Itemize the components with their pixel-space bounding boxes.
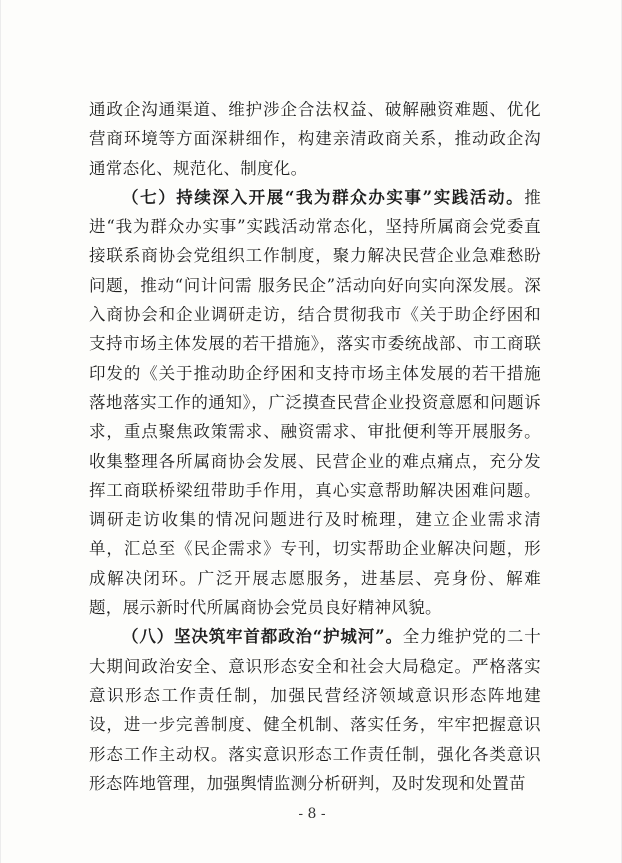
- paragraph-1-text: 通政企沟通渠道、维护涉企合法权益、破解融资难题、优化营商环境等方面深耕细作，构建亲清政商关系，推动政企沟通常态化、规范化、制度化。: [89, 100, 541, 178]
- section-7-text: 推进“我为群众办实事”实践活动常态化，坚持所属商会党委直接联系商协会党组织工作制度，聚力解决民营企业急难愁盼问题，推动“问计问需 服务民企”活动向好向实向深发展。深入商协会和企业调研走访，结合贯彻我市《关于助企纾困和支持市场主体发展的若干措施》，落实市委统战部、市工商联印发的《关于推动助企纾困和支持市场主体发展的若干措施落地落实工作的通知》，广泛摸查民营企业投资意愿和问题诉求，重点聚焦政策需求、融资需求、审批便利等开展服务。收集整理各所属商协会发展、民营企业的难点痛点，充分发挥工商联桥梁纽带助手作用，真心实意帮助解决困难问题。调研走访收集的情况问题进行及时梳理，建立企业需求清单，汇总至《民企需求》专刊，切实帮助企业解决问题，形成解决闭环。广泛开展志愿服务，进基层、亮身份、解难题，展示新时代所属商协会党员良好精神风貌。: [89, 187, 541, 618]
- section-8-text: 全力维护党的二十大期间政治安全、意识形态安全和社会大局稳定。严格落实意识形态工作责任制，加强民营经济领域意识形态阵地建设，进一步完善制度、健全机制、落实任务，牢牢把握意识形态工作主动权。落实意识形态工作责任制，强化各类意识形态阵地管理，加强舆情监测分析研判，及时发现和处置苗: [89, 627, 541, 793]
- paragraph-1: [89, 95, 541, 183]
- paragraph-3: [89, 622, 541, 798]
- section-7-heading: （七）持续深入开展“我为群众办实事”实践活动。: [122, 187, 525, 207]
- document-body: [89, 95, 541, 798]
- paragraph-2: [89, 183, 541, 622]
- page-number: - 8 -: [298, 806, 326, 822]
- section-8-heading: （八）坚决筑牢首都政治“护城河”。: [122, 627, 403, 647]
